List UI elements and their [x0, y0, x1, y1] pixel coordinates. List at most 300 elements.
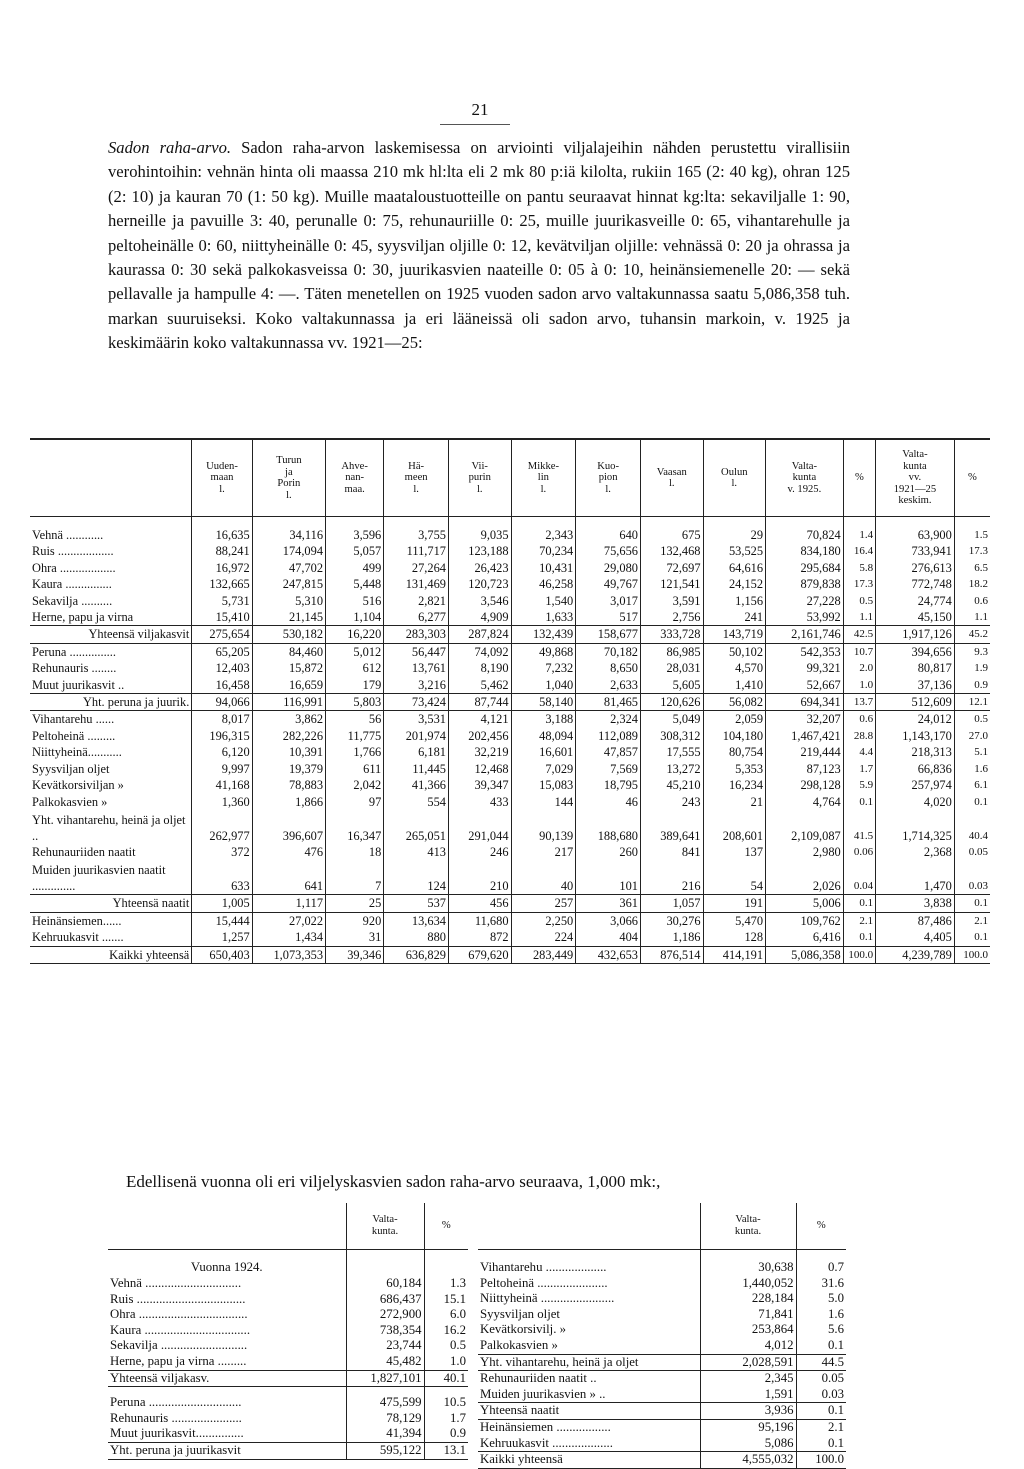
percent-cell: 40.1 [424, 1370, 468, 1387]
row-label: Kaikki yhteensä [30, 946, 192, 963]
value-cell: 257,974 [876, 777, 955, 793]
table-row [30, 810, 990, 844]
value-cell: 58,140 [511, 694, 576, 711]
percent-cell: 17.3 [968, 545, 988, 558]
value-cell: 16,635 [192, 527, 252, 543]
table-row [30, 744, 990, 760]
table-row [478, 1276, 846, 1292]
total-row [30, 694, 990, 711]
column-header [108, 1203, 346, 1250]
value-cell: 4,012 [700, 1338, 796, 1354]
value-cell: 9,035 [448, 527, 511, 543]
row-label: Rehunauris ........ [30, 660, 192, 676]
percent-cell: 42.5 [843, 626, 875, 643]
percent-cell: 0.1 [843, 929, 875, 946]
percent-cell: 0.9 [974, 678, 988, 691]
value-cell: 45,482 [346, 1354, 424, 1370]
table-1924-right-header [478, 1203, 846, 1250]
value-cell: 476 [252, 844, 325, 860]
value-cell: 1,633 [511, 609, 576, 626]
value-cell: 41,366 [384, 777, 449, 793]
value-cell: 6,120 [192, 744, 252, 760]
value-cell: 611 [326, 761, 384, 777]
value-cell: 15,410 [192, 609, 252, 626]
value-cell: 18,795 [576, 777, 641, 793]
column-header: Uuden- maan l. [192, 439, 252, 517]
value-cell: 8,017 [192, 711, 252, 728]
value-cell: 880 [384, 929, 449, 946]
value-cell: 116,991 [252, 694, 325, 711]
value-cell: 499 [326, 560, 384, 576]
value-cell: 4,570 [703, 660, 766, 676]
value-cell: 19,379 [252, 761, 325, 777]
table-row [30, 560, 990, 576]
value-cell: 45,150 [876, 609, 955, 626]
value-cell: 75,656 [576, 543, 641, 559]
value-cell: 295,684 [766, 560, 844, 576]
value-cell: 40 [511, 860, 576, 895]
value-cell: 104,180 [703, 728, 766, 744]
row-label: Muut juurikasvit .. [30, 677, 192, 694]
value-cell: 123,188 [448, 543, 511, 559]
intro-text: Sadon raha-arvon laskemisessa on arviointi viljalajeihin nähden perustettu virallisiin verohintoihin: vehnän hinta oli maassa 210 mk hl:lta eli 2 mk 80 p:iä kilolta, rukiin 165 (2: 40 kg), ohran 125 (2: 10) ja kauran 70 (1: 50 kg). Muille maataloustuotteille on pantu seuraavat hinnat kg:lta: sekaviljalle 1: 90, herneille ja pavuille 3: 40, perunalle 0: 75, rehunauriille 0: 25, muille juurikasveille 0: 65, vihantarehulle ja peltoheinälle 0: 60, niittyheinälle 0: 45, syysviljan oljille 0: 12, kevätviljan oljille: vehnässä 0: 20 ja ohrassa ja kaurassa 0: 30 sekä palkokasveissa 0: 30, juurikasvien naateille 0: 05 à 0: 10, heinänsiemenelle 20: — sekä pellavalle ja hampulle 4: —. Täten menetellen on 1925 vuoden sadon arvo valtakunnassa saatu 5,086,358 tuh. markan suuruiseksi. Koko valtakunnassa ja eri lääneissä oli sadon arvo, tuhansin markoin, v. 1925 ja keskimäärin koko valtakunnassa vv. 1921—25: [108, 138, 851, 353]
value-cell: 1,057 [640, 895, 703, 912]
value-cell: 10,431 [511, 560, 576, 576]
table-1924-right [478, 1203, 846, 1469]
value-cell: 56 [326, 711, 384, 728]
spacer-cell [796, 1250, 846, 1261]
column-header: Valta- kunta v. 1925. [766, 439, 844, 517]
value-cell: 7,029 [511, 761, 576, 777]
value-cell: 99,321 [766, 660, 844, 676]
value-cell: 6,181 [384, 744, 449, 760]
value-cell: 275,654 [192, 626, 252, 643]
table-row [108, 1292, 468, 1308]
value-cell: 372 [192, 844, 252, 860]
total-row [108, 1442, 468, 1459]
spacer-cell [448, 517, 511, 528]
percent-cell: 0.9 [450, 1426, 466, 1441]
intro-caption: Sadon raha-arvo. [108, 138, 232, 157]
year-label: Vuonna 1924. [108, 1250, 346, 1277]
value-cell: 1,257 [192, 929, 252, 946]
spacer-cell [640, 517, 703, 528]
value-cell: 71,841 [700, 1307, 796, 1323]
value-cell: 21,145 [252, 609, 325, 626]
value-cell: 282,226 [252, 728, 325, 744]
value-cell: 18 [326, 844, 384, 860]
value-cell: 512,609 [876, 694, 955, 711]
spacer-cell [192, 517, 252, 528]
value-cell: 27,022 [252, 912, 325, 929]
percent-cell: 0.5 [450, 1338, 466, 1353]
table-row [30, 794, 990, 810]
total-row [478, 1354, 846, 1371]
column-header: Ahve- nan- maa. [326, 439, 384, 517]
table-1924-block [108, 1203, 846, 1467]
table-row [30, 777, 990, 793]
value-cell: 158,677 [576, 626, 641, 643]
value-cell: 5,049 [640, 711, 703, 728]
value-cell: 72,697 [640, 560, 703, 576]
value-cell: 5,462 [448, 677, 511, 694]
percent-cell: 0.1 [843, 794, 875, 810]
value-cell: 291,044 [448, 810, 511, 844]
value-cell: 650,403 [192, 946, 252, 963]
percent-cell: 18.2 [968, 578, 988, 591]
value-cell: 224 [511, 929, 576, 946]
value-cell: 66,836 [876, 761, 955, 777]
percent-cell: 40.4 [968, 829, 988, 842]
value-cell: 210 [448, 860, 511, 895]
value-cell: 80,754 [703, 744, 766, 760]
value-cell: 3,838 [876, 895, 955, 912]
value-cell: 47,857 [576, 744, 641, 760]
percent-cell: 5.9 [843, 777, 875, 793]
table-1924-left-body [108, 1250, 468, 1460]
value-cell: 144 [511, 794, 576, 810]
spacer-cell [108, 1387, 346, 1396]
row-label: Ruis .................. [30, 543, 192, 559]
value-cell: 733,941 [876, 543, 955, 559]
percent-cell: 0.1 [974, 795, 988, 808]
value-cell: 241 [703, 609, 766, 626]
value-cell: 53,992 [766, 609, 844, 626]
value-cell: 5,086 [700, 1436, 796, 1452]
value-cell: 3,216 [384, 677, 449, 694]
value-cell: 3,936 [700, 1403, 796, 1420]
value-cell: 143,719 [703, 626, 766, 643]
value-cell: 433 [448, 794, 511, 810]
row-label: Syysviljan oljet [30, 761, 192, 777]
value-cell: 841 [640, 844, 703, 860]
value-cell: 228,184 [700, 1291, 796, 1307]
table-row [30, 912, 990, 929]
row-label: Yhteensä viljakasv. [108, 1370, 346, 1387]
value-cell: 265,051 [384, 810, 449, 844]
table-row [108, 1276, 468, 1292]
value-cell: 640 [576, 527, 641, 543]
value-cell: 78,883 [252, 777, 325, 793]
table-row [30, 844, 990, 860]
value-cell: 25 [326, 895, 384, 912]
value-cell: 2,368 [876, 844, 955, 860]
value-cell: 276,613 [876, 560, 955, 576]
value-cell: 287,824 [448, 626, 511, 643]
value-cell: 54 [703, 860, 766, 895]
row-label: Rehunauriiden naatit [30, 844, 192, 860]
value-cell: 112,089 [576, 728, 641, 744]
table-row [478, 1291, 846, 1307]
value-cell: 70,824 [766, 527, 844, 543]
column-header: % [954, 439, 990, 517]
value-cell: 87,123 [766, 761, 844, 777]
percent-cell: 1.7 [450, 1410, 466, 1425]
value-cell: 5,086,358 [766, 946, 844, 963]
percent-cell: 17.3 [843, 576, 875, 592]
row-label: Vihantarehu ................... [478, 1260, 700, 1276]
spacer-cell [700, 1250, 796, 1261]
value-cell: 5,006 [766, 895, 844, 912]
column-header: % [843, 439, 875, 517]
value-cell: 202,456 [448, 728, 511, 744]
spacer-cell [384, 517, 449, 528]
value-cell: 3,017 [576, 593, 641, 609]
row-label: Yht. vihantarehu, heinä ja oljet .. [30, 810, 192, 844]
value-cell: 16,234 [703, 777, 766, 793]
value-cell: 5,731 [192, 593, 252, 609]
percent-cell: 41.5 [843, 810, 875, 844]
value-cell: 56,447 [384, 643, 449, 660]
column-header: Mikke- lin l. [511, 439, 576, 517]
value-cell: 414,191 [703, 946, 766, 963]
value-cell: 53,525 [703, 543, 766, 559]
table-row [30, 643, 990, 660]
spacer-cell [326, 517, 384, 528]
percent-cell: 0.1 [974, 931, 988, 944]
percent-cell: 1.6 [974, 762, 988, 775]
value-cell: 2,028,591 [700, 1354, 796, 1371]
value-cell: 46 [576, 794, 641, 810]
value-cell: 4,239,789 [876, 946, 955, 963]
value-cell: 247,815 [252, 576, 325, 592]
row-label: Yhteensä viljakasvit [30, 626, 192, 643]
row-label: Herne, papu ja virna ......... [108, 1354, 346, 1370]
column-header: Vaasan l. [640, 439, 703, 517]
value-cell: 31 [326, 929, 384, 946]
percent-cell: 5.1 [974, 746, 988, 759]
value-cell: 73,424 [384, 694, 449, 711]
value-cell: 188,680 [576, 810, 641, 844]
row-label: Syysviljan oljet [478, 1307, 700, 1323]
value-cell: 45,210 [640, 777, 703, 793]
spacer-cell [766, 517, 844, 528]
value-cell: 2,343 [511, 527, 576, 543]
percent-cell: 1.9 [974, 662, 988, 675]
value-cell: 262,977 [192, 810, 252, 844]
value-cell: 174,094 [252, 543, 325, 559]
value-cell: 29 [703, 527, 766, 543]
percent-cell: 0.7 [828, 1260, 844, 1274]
table-row [108, 1354, 468, 1370]
percent-cell: 100.0 [843, 946, 875, 963]
value-cell: 218,313 [876, 744, 955, 760]
value-cell: 2,633 [576, 677, 641, 694]
percent-cell: 12.1 [954, 694, 990, 711]
row-label: Kevätkorsiviljan » [30, 777, 192, 793]
column-header: % [441, 1220, 451, 1231]
value-cell: 15,444 [192, 912, 252, 929]
value-cell: 216 [640, 860, 703, 895]
value-cell: 21 [703, 794, 766, 810]
value-cell: 1,866 [252, 794, 325, 810]
value-cell: 2,059 [703, 711, 766, 728]
value-cell: 1,360 [192, 794, 252, 810]
value-cell: 70,234 [511, 543, 576, 559]
value-cell: 219,444 [766, 744, 844, 760]
value-cell: 5,353 [703, 761, 766, 777]
value-cell: 109,762 [766, 912, 844, 929]
percent-cell: 1.0 [843, 677, 875, 694]
row-label: Vehnä .............................. [108, 1276, 346, 1292]
total-row [478, 1403, 846, 1420]
table-row [478, 1260, 846, 1276]
value-cell: 1,470 [876, 860, 955, 895]
spacer-row [108, 1387, 468, 1396]
percent-cell: 5.0 [828, 1291, 844, 1306]
value-cell: 6,277 [384, 609, 449, 626]
row-label: Kehruukasvit ................... [478, 1436, 700, 1452]
row-label: Peltoheinä ...................... [478, 1276, 700, 1292]
percent-cell: 2.1 [843, 912, 875, 929]
value-cell: 41,168 [192, 777, 252, 793]
percent-cell: 31.6 [821, 1275, 844, 1290]
percent-cell: 45.2 [954, 626, 990, 643]
value-cell: 5,470 [703, 912, 766, 929]
table-row [30, 527, 990, 543]
row-label: Peruna ............... [30, 643, 192, 660]
value-cell: 530,182 [252, 626, 325, 643]
value-cell: 5,803 [326, 694, 384, 711]
value-cell: 432,653 [576, 946, 641, 963]
percent-cell: 5.8 [843, 560, 875, 576]
value-cell: 834,180 [766, 543, 844, 559]
percent-cell: 1.3 [450, 1276, 466, 1290]
value-cell: 15,083 [511, 777, 576, 793]
value-cell: 78,129 [346, 1411, 424, 1427]
row-label: Muut juurikasvit............... [108, 1426, 346, 1442]
value-cell: 23,744 [346, 1338, 424, 1354]
value-cell: 2,821 [384, 593, 449, 609]
value-cell: 772,748 [876, 576, 955, 592]
percent-cell: 0.03 [968, 880, 988, 893]
row-label: Ruis .................................. [108, 1292, 346, 1308]
percent-cell: 0.05 [821, 1371, 844, 1386]
value-cell: 1,434 [252, 929, 325, 946]
value-cell: 10,391 [252, 744, 325, 760]
percent-cell: 0.5 [974, 713, 988, 726]
table-row [30, 609, 990, 626]
value-cell: 13,272 [640, 761, 703, 777]
percent-cell: 6.5 [974, 561, 988, 574]
value-cell: 3,862 [252, 711, 325, 728]
percent-cell: 28.8 [843, 728, 875, 744]
table-row [30, 929, 990, 946]
value-cell: 124 [384, 860, 449, 895]
row-label: Niittyheinä........... [30, 744, 192, 760]
spacer-row [30, 517, 990, 528]
value-cell: 537 [384, 895, 449, 912]
spacer-cell [424, 1387, 468, 1396]
percent-cell: 13.1 [424, 1442, 468, 1459]
value-cell: 253,864 [700, 1322, 796, 1338]
value-cell: 12,403 [192, 660, 252, 676]
table-row [30, 860, 990, 895]
value-cell: 595,122 [346, 1442, 424, 1459]
percent-cell: 16.2 [443, 1322, 466, 1337]
value-cell: 47,702 [252, 560, 325, 576]
percent-cell: 15.1 [443, 1291, 466, 1306]
value-cell: 4,405 [876, 929, 955, 946]
spacer-cell [346, 1250, 424, 1277]
value-cell: 120,626 [640, 694, 703, 711]
value-cell: 2,042 [326, 777, 384, 793]
row-label: Peruna ............................. [108, 1395, 346, 1411]
value-cell: 3,546 [448, 593, 511, 609]
table-row [108, 1323, 468, 1339]
value-cell: 24,774 [876, 593, 955, 609]
value-cell: 2,161,746 [766, 626, 844, 643]
spacer-cell [876, 517, 955, 528]
value-cell: 7 [326, 860, 384, 895]
table-row [108, 1338, 468, 1354]
value-cell: 128 [703, 929, 766, 946]
value-cell: 272,900 [346, 1307, 424, 1323]
percent-cell: 1.0 [450, 1353, 466, 1368]
value-cell: 49,767 [576, 576, 641, 592]
value-cell: 16,458 [192, 677, 252, 694]
table-row [478, 1436, 846, 1452]
value-cell: 5,448 [326, 576, 384, 592]
value-cell: 32,207 [766, 711, 844, 728]
value-cell: 52,667 [766, 677, 844, 694]
value-cell: 1,917,126 [876, 626, 955, 643]
value-cell: 37,136 [876, 677, 955, 694]
value-cell: 396,607 [252, 810, 325, 844]
percent-cell: 4.4 [843, 744, 875, 760]
table-row [30, 677, 990, 694]
percent-cell: 2.1 [974, 914, 988, 927]
value-cell: 9,997 [192, 761, 252, 777]
value-cell: 456 [448, 895, 511, 912]
row-label: Palkokasvien » [478, 1338, 700, 1354]
value-cell: 34,116 [252, 527, 325, 543]
spacer-cell [511, 517, 576, 528]
percent-cell: 0.03 [821, 1386, 844, 1401]
percent-cell: 6.1 [974, 779, 988, 792]
percent-cell: 16.4 [843, 543, 875, 559]
percent-cell: 5.6 [828, 1322, 844, 1337]
percent-cell: 0.1 [843, 895, 875, 912]
row-label: Peltoheinä ......... [30, 728, 192, 744]
value-cell: 8,190 [448, 660, 511, 676]
spacer-cell [346, 1387, 424, 1396]
table-row [478, 1387, 846, 1403]
value-cell: 80,817 [876, 660, 955, 676]
percent-cell: 0.1 [954, 895, 990, 912]
value-cell: 41,394 [346, 1426, 424, 1442]
value-cell: 201,974 [384, 728, 449, 744]
value-cell: 8,650 [576, 660, 641, 676]
table-1924-left-header [108, 1203, 468, 1250]
value-cell: 87,486 [876, 912, 955, 929]
spacer-cell [703, 517, 766, 528]
spacer-row [478, 1250, 846, 1261]
value-cell: 876,514 [640, 946, 703, 963]
intro-paragraph [108, 136, 850, 356]
percent-cell: 0.1 [828, 1435, 844, 1450]
table-row [108, 1307, 468, 1323]
value-cell: 88,241 [192, 543, 252, 559]
value-cell: 686,437 [346, 1292, 424, 1308]
value-cell: 15,872 [252, 660, 325, 676]
table-1924-left [108, 1203, 468, 1460]
value-cell: 131,469 [384, 576, 449, 592]
value-cell: 28,031 [640, 660, 703, 676]
value-cell: 554 [384, 794, 449, 810]
row-label: Sekavilja .......... [30, 593, 192, 609]
value-cell: 95,196 [700, 1419, 796, 1435]
